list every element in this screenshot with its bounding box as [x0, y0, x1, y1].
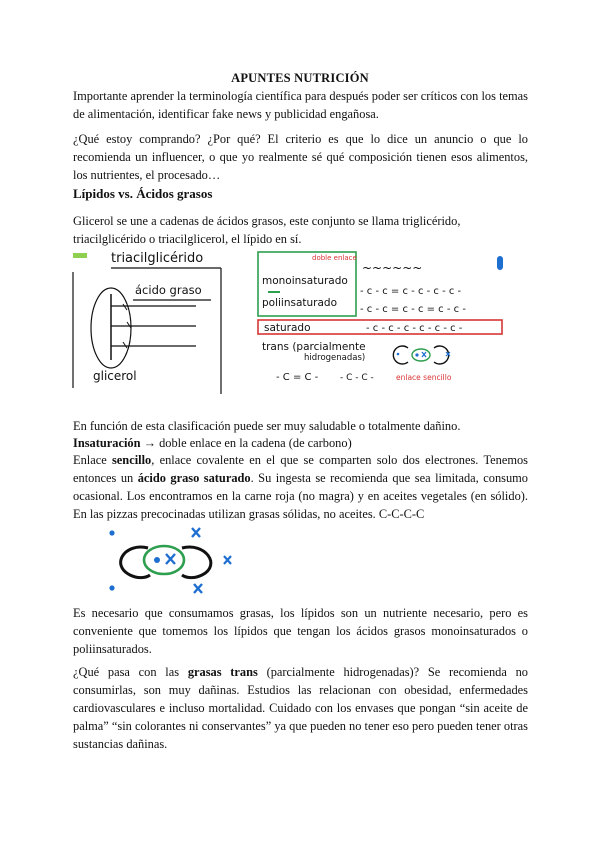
- section-heading: Lípidos vs. Ácidos grasos: [73, 186, 213, 201]
- enlace-paragraph: [73, 451, 528, 523]
- mono-label: monoinsaturado: [262, 275, 348, 287]
- insaturation-definition: → doble enlace en la cadena (de carbono): [140, 436, 352, 450]
- classification-paragraph: En función de esta clasificación puede ser muy saludable o totalmente dañino.: [73, 419, 461, 433]
- highlight-mark: [73, 253, 87, 258]
- glicerol-paragraph: Glicerol se une a cadenas de ácidos grasos, este conjunto se llama triglicérido, triacilglicérido o triacilglicerol, el lípido en sí.: [73, 214, 461, 246]
- enlace-pre: Enlace: [73, 453, 112, 467]
- insaturation-label: Insaturación: [73, 436, 141, 450]
- glycerol-label: glicerol: [93, 369, 137, 383]
- acid-label: ácido graso: [135, 283, 202, 297]
- enlace-sencillo: sencillo: [111, 453, 152, 467]
- triglyceride-drawing: [71, 248, 235, 396]
- trans-paragraph: [73, 663, 528, 753]
- trans-pre: ¿Qué pasa con las: [73, 665, 188, 679]
- single-bond-note: enlace sencillo: [396, 373, 452, 382]
- question-paragraph: ¿Qué estoy comprando? ¿Por qué? El criterio es que lo dice un anuncio o que lo recomienda un influencer, o que yo realmente sé qué composición tienen esos alimentos, los nutrientes, el procesado…: [73, 132, 528, 182]
- page-title: APUNTES NUTRICIÓN: [231, 71, 369, 85]
- intro-paragraph: Importante aprender la terminología científica para después poder ser críticos con los temas de alimentación, identificar fake news y publicidad engañosa.: [73, 89, 528, 121]
- trans-fats-term: grasas trans: [187, 665, 258, 679]
- trans-post: (parcialmente hidrogenadas)? Se recomienda no consumirlas, son muy dañinas. Estudios las relacionan con obesidad, enfermedades cardiovasculares e incluso mortalidad. Cuidado con los envases que pongan “sin aceite de palma” “sin colorantes ni conservantes” ya que pueden no tener eso pero pueden tener otras sustancias dañinas.: [73, 665, 528, 751]
- trans-chain-2: - C - C -: [340, 373, 374, 383]
- trans-label: trans (parcialmente: [262, 341, 366, 353]
- trans-chain: - C = C -: [276, 372, 319, 383]
- trans-label-2: hidrogenadas): [304, 353, 366, 363]
- necesario-paragraph: Es necesario que consumamos grasas, los lípidos son un nutriente necesario, pero es conveniente que tomemos los lípidos que tengan los ácidos grasos monoinsaturados o poliinsaturados.: [73, 606, 528, 656]
- enlace-post: . Su ingesta se recomienda que sea limitada, consumo ocasional. Los encontramos en la carne roja (no magra) y en aceites vegetales (en sólido). En las pizzas precocinadas utilizan grasas sólidas, no aceites. C-C-C-C: [73, 471, 528, 521]
- sat-label: saturado: [264, 322, 311, 334]
- poli-label: poliinsaturado: [262, 297, 338, 309]
- enlace-mid: , enlace covalente en el que se comparten solo dos electrones. Tenemos entonces un: [73, 453, 529, 485]
- single-bond-drawing: [100, 520, 250, 602]
- sat-chain: - c - c - c - c - c - c -: [366, 323, 463, 334]
- poli-chain: - c - c = c - c = c - c -: [360, 304, 466, 315]
- mono-chain: - c - c = c - c - c - c -: [360, 286, 462, 297]
- fatty-acid-types-drawing: [248, 248, 506, 393]
- mono-wave: ~~~~~~: [362, 261, 423, 275]
- blue-marker: [497, 256, 503, 270]
- double-bond-note: doble enlace: [312, 254, 357, 262]
- triglyceride-title: triacilglicérido: [111, 251, 204, 266]
- insaturation-line: [73, 434, 528, 452]
- saturated-fatty-acid: ácido graso saturado: [137, 471, 251, 485]
